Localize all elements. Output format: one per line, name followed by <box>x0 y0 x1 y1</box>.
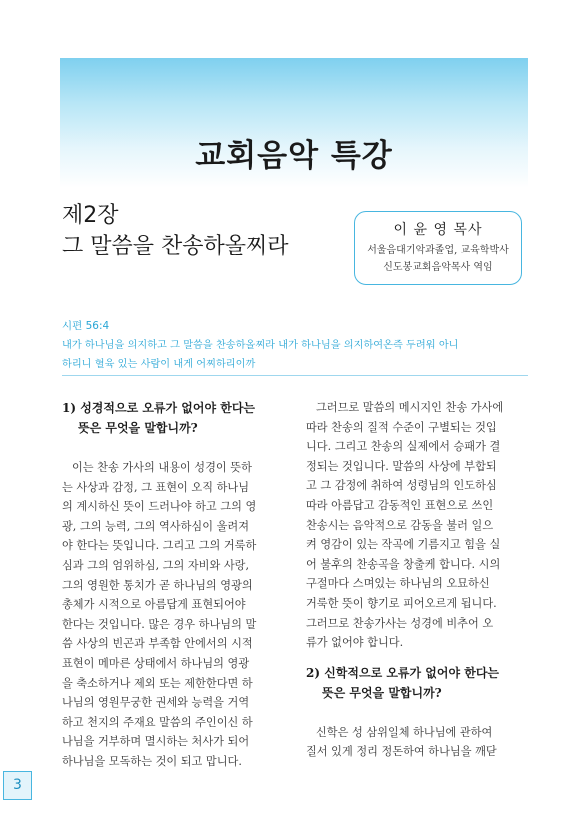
question-heading-line: 뜻은 무엇을 말합니까? <box>322 685 442 700</box>
page-number: 3 <box>3 771 32 800</box>
text-line: 어 불후의 찬송곡을 창출케 합니다. 시의 <box>306 557 501 571</box>
author-credentials <box>355 242 521 276</box>
verse-text-line: 하리니 혈육 있는 사람이 내게 어찌하리이까 <box>62 359 256 370</box>
page-title: 교회음악 특강 <box>195 138 393 174</box>
author-info-line: 서울음대기악과졸업, 교육학박사 <box>367 245 509 256</box>
text-line: 찬송시는 음악적으로 감동을 불러 일으 <box>306 518 494 532</box>
author-name: 이 윤 영 목사 <box>393 222 483 238</box>
text-line: 니다. 그리고 찬송의 실제에서 승패가 결 <box>306 440 501 454</box>
text-line: 고 그 감정에 취하여 성령님의 인도하심 <box>306 479 497 493</box>
question-heading <box>62 398 286 438</box>
question-heading <box>306 663 530 703</box>
chapter-number: 제2장 <box>62 203 119 228</box>
text-line: 하고 천지의 주재요 말씀의 주인이신 하 <box>62 715 253 729</box>
text-line: 질서 있게 정리 정돈하여 하나님을 깨닫 <box>306 745 497 759</box>
text-line: 구절마다 스며있는 하나님의 오묘하신 <box>306 577 490 591</box>
author-info-line: 신도봉교회음악목사 역임 <box>383 262 493 273</box>
text-line: 그러므로 말씀의 메시지인 찬송 가사에 <box>316 401 504 414</box>
text-line: 나님의 영원무궁한 권세와 능력을 거역 <box>62 696 250 710</box>
body-paragraph <box>306 723 530 762</box>
text-line: 광, 그의 능력, 그의 역사하심이 울려져 <box>62 519 250 533</box>
text-line: 거룩한 뜻이 향기로 피어오르게 됩니다. <box>306 596 497 610</box>
text-line: 씀 사상의 빈곤과 부족함 안에서의 시적 <box>62 637 253 651</box>
text-line: 심과 그의 엄위하심, 그의 자비와 사랑, <box>62 558 250 572</box>
verse-text-line: 내가 하나님을 의지하고 그 말씀을 찬송하올찌라 내가 하나님을 의지하여온즉 두려워 아니 <box>62 340 459 351</box>
chapter-heading <box>62 200 289 262</box>
verse-reference: 시편 56:4 <box>62 320 110 332</box>
left-column <box>62 398 286 772</box>
body-paragraph <box>62 458 286 772</box>
text-line: 이는 찬송 가사의 내용이 성경이 뜻하 <box>72 461 252 474</box>
body-paragraph <box>306 398 530 653</box>
text-line: 총체가 시적으로 아름답게 표현되어야 <box>62 598 246 612</box>
chapter-title: 그 말씀을 찬송하올찌라 <box>62 234 289 259</box>
text-line: 따라 찬송의 질적 수준이 구별되는 것입 <box>306 420 497 434</box>
text-line: 따라 아름답고 감동적인 표현으로 쓰인 <box>306 498 494 512</box>
author-box <box>354 211 522 285</box>
scripture-verse <box>62 317 527 374</box>
text-line: 표현이 메마른 상태에서 하나님의 영광 <box>62 656 250 670</box>
divider <box>62 375 528 376</box>
question-heading-line: 1) 성경적으로 오류가 없어야 한다는 <box>62 401 256 415</box>
text-line: 나님을 거부하며 멸시하는 처사가 되어 <box>62 735 250 749</box>
text-line: 야 한다는 뜻입니다. 그리고 그의 거룩하 <box>62 539 257 553</box>
text-line: 그러므로 찬송가사는 성경에 비추어 오 <box>306 616 494 630</box>
text-line: 신학은 성 삼위일체 하나님에 관하여 <box>316 725 493 739</box>
text-line: 켜 영감이 있는 작곡에 기름지고 힘을 실 <box>306 538 501 552</box>
text-line: 는 사상과 감정, 그 표현이 오직 하나님 <box>62 480 250 494</box>
text-line: 정되는 것입니다. 말씀의 사상에 부합되 <box>306 459 497 473</box>
question-heading-line: 뜻은 무엇을 말합니까? <box>78 421 198 435</box>
text-line: 의 계시하신 뜻이 드러나야 하고 그의 영 <box>62 500 257 514</box>
text-line: 류가 없어야 합니다. <box>306 636 404 650</box>
question-heading-line: 2) 신학적으로 오류가 없어야 한다는 <box>306 665 500 680</box>
text-line: 하나님을 모독하는 것이 되고 맙니다. <box>62 754 242 768</box>
text-line: 을 축소하거나 제외 또는 제한한다면 하 <box>62 676 253 690</box>
text-line: 한다는 것입니다. 많은 경우 하나님의 말 <box>62 617 257 631</box>
right-column <box>306 398 530 762</box>
text-line: 그의 영원한 통치가 곧 하나님의 영광의 <box>62 578 253 592</box>
